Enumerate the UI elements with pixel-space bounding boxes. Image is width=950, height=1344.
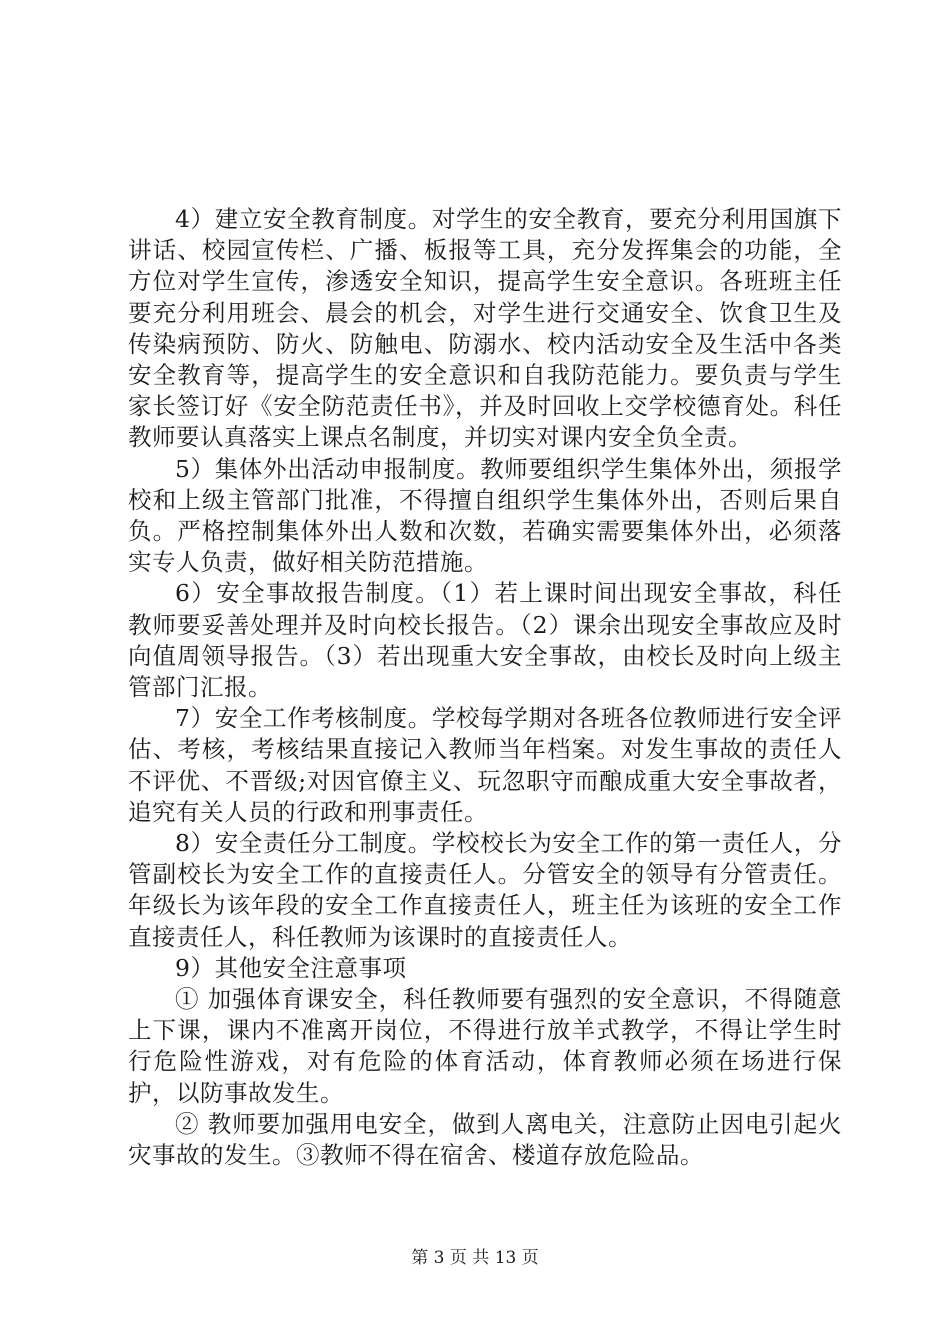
paragraph-outing-approval: 5）集体外出活动申报制度。教师要组织学生集体外出，须报学校和上级主管部门批准，不得擅自组织学生集体外出，否则后果自负。严格控制集体外出人数和次数，若确实需要集体外出，必须落实专人负责，做好相关防范措施。 (128, 454, 842, 577)
paragraph-pe-safety: ① 加强体育课安全，科任教师要有强烈的安全意识，不得随意上下课，课内不准离开岗位，不得进行放羊式教学，不得让学生时行危险性游戏，对有危险的体育活动，体育教师必须在场进行保护，以防事故发生。 (128, 985, 842, 1107)
paragraph-electric-safety: ② 教师要加强用电安全，做到人离电关，注意防止因电引起火灾事故的发生。③教师不得在宿舍、楼道存放危险品。 (128, 1109, 842, 1170)
paragraph-assessment: 7）安全工作考核制度。学校每学期对各班各位教师进行安全评估、考核，考核结果直接记入教师当年档案。对发生事故的责任人不评优、不晋级;对因官僚主义、玩忽职守而酿成重大安全事故者，追究有关人员的行政和刑事责任。 (128, 704, 842, 826)
paragraph-accident-report: 6）安全事故报告制度。（1）若上课时间出现安全事故，科任教师要妥善处理并及时向校长报告。（2）课余出现安全事故应及时向值周领导报告。（3）若出现重大安全事故，由校长及时向上级主管部门汇报。 (128, 579, 842, 702)
document-body (128, 204, 842, 1171)
paragraph-safety-education: 4）建立安全教育制度。对学生的安全教育，要充分利用国旗下讲话、校园宣传栏、广播、板报等工具，充分发挥集会的功能，全方位对学生宣传，渗透安全知识，提高学生安全意识。各班班主任要充分利用班会、晨会的机会，对学生进行交通安全、饮食卫生及传染病预防、防火、防触电、防溺水、校内活动安全及生活中各类安全教育等，提高学生的安全意识和自我防范能力。要负责与学生家长签订好《安全防范责任书》，并及时回收上交学校德育处。科任教师要认真落实上课点名制度，并切实对课内安全负全责。 (128, 205, 842, 452)
paragraph-other-heading: 9）其他安全注意事项 (175, 953, 407, 982)
page-number-footer: 第 3 页 共 13 页 (411, 1248, 539, 1268)
paragraph-responsibility: 8）安全责任分工制度。学校校长为安全工作的第一责任人，分管副校长为安全工作的直接责任人。分管安全的领导有分管责任。年级长为该年段的安全工作直接责任人，班主任为该班的安全工作直接责任人，科任教师为该课时的直接责任人。 (128, 829, 842, 951)
